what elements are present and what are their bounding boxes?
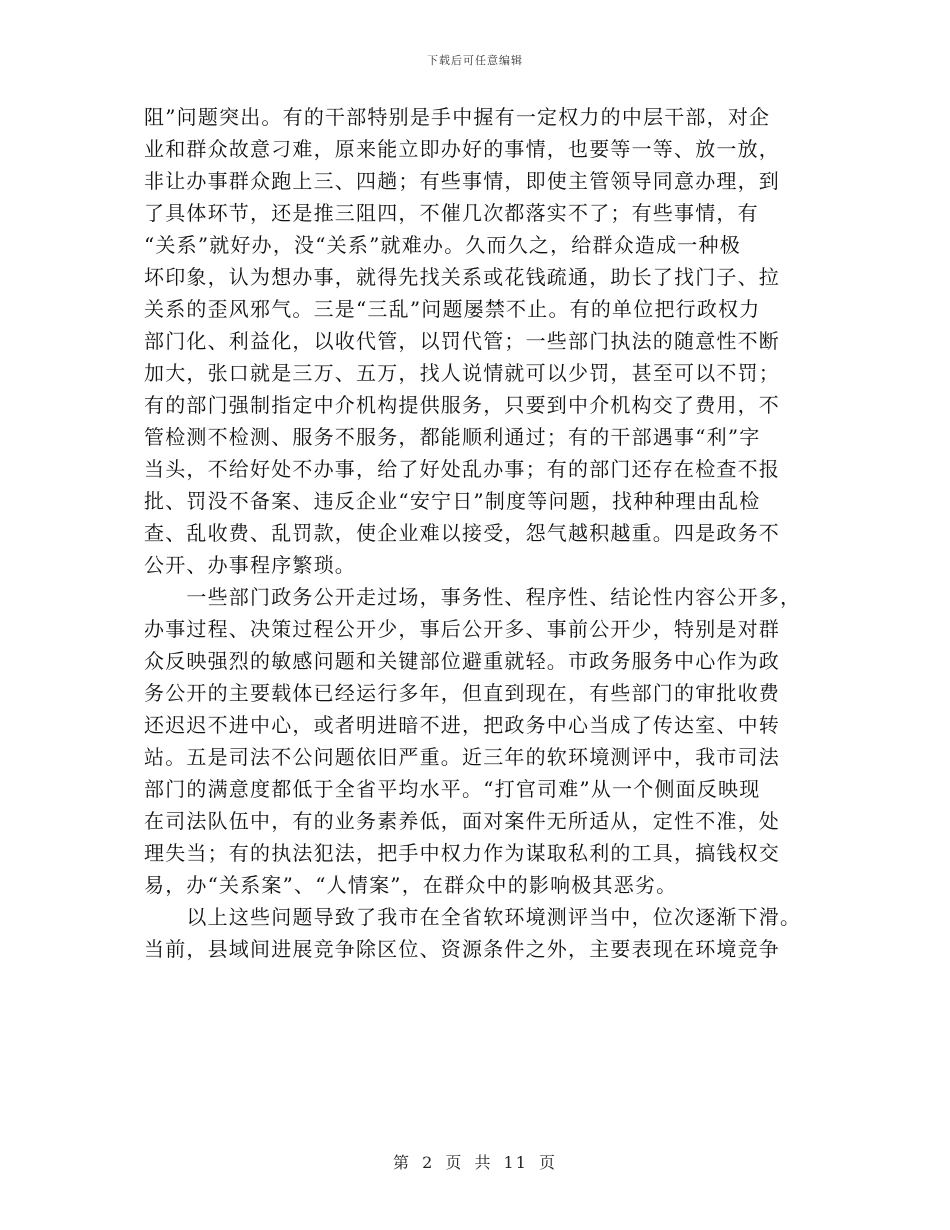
text-line: 关系的歪风邪气。三是“三乱”问题屡禁不止。有的单位把行政权力 xyxy=(144,297,761,321)
text-line: “关系”就好办，没“关系”就难办。久而久之，给群众造成一种极 xyxy=(144,233,741,257)
text-line: 站。五是司法不公问题依旧严重。近三年的软环境测评中，我市司法 xyxy=(144,745,780,769)
text-line: 业和群众故意刁难，原来能立即办好的事情，也要等一等、放一放， xyxy=(144,137,780,161)
text-line: 坏印象，认为想办事，就得先找关系或花钱疏通，助长了找门子、拉 xyxy=(144,265,780,289)
text-line: 公开、办事程序繁琐。 xyxy=(144,553,356,577)
text-line: 非让办事群众跑上三、四趟；有些事情，即使主管领导同意办理，到 xyxy=(144,169,780,193)
document-body xyxy=(144,101,814,965)
text-line: 务公开的主要载体已经运行多年，但直到现在，有些部门的审批收费 xyxy=(144,681,780,705)
text-line: 查、乱收费、乱罚款，使企业难以接受，怨气越积越重。四是政务不 xyxy=(144,521,780,545)
text-line: 办事过程、决策过程公开少，事后公开多、事前公开少，特别是对群 xyxy=(144,617,780,641)
text-line: 加大，张口就是三万、五万，找人说情就可以少罚，甚至可以不罚； xyxy=(144,361,780,385)
text-line: 部门化、利益化，以收代管，以罚代管；一些部门执法的随意性不断 xyxy=(144,329,780,353)
text-line: 在司法队伍中，有的业务素养低，面对案件无所适从，定性不准，处 xyxy=(144,809,780,833)
page-header: 下载后可任意编辑 xyxy=(427,54,523,67)
text-line: 有的部门强制指定中介机构提供服务，只要到中介机构交了费用，不 xyxy=(144,393,780,417)
text-line: 阻”问题突出。有的干部特别是手中握有一定权力的中层干部，对企 xyxy=(144,105,771,129)
text-line: 理失当；有的执法犯法，把手中权力作为谋取私利的工具，搞钱权交 xyxy=(144,841,780,865)
text-line: 众反映强烈的敏感问题和关键部位避重就轻。市政务服务中心作为政 xyxy=(144,649,780,673)
text-line: 部门的满意度都低于全省平均水平。“打官司难”从一个侧面反映现 xyxy=(144,777,761,801)
text-line: 管检测不检测、服务不服务，都能顺利通过；有的干部遇事“利”字 xyxy=(144,425,761,449)
text-line: 了具体环节，还是推三阻四，不催几次都落实不了；有些事情，有 xyxy=(144,201,759,225)
text-line: 批、罚没不备案、违反企业“安宁日”制度等问题，找种种理由乱检 xyxy=(144,489,761,513)
text-line: 当头，不给好处不办事，给了好处乱办事；有的部门还存在检查不报 xyxy=(144,457,780,481)
text-line: 还迟迟不进中心，或者明进暗不进，把政务中心当成了传达室、中转 xyxy=(144,713,780,737)
paragraph-first-line: 一些部门政务公开走过场，事务性、程序性、结论性内容公开多， xyxy=(144,585,802,609)
page-number: 第 2 页 共 11 页 xyxy=(393,1153,557,1172)
text-line: 当前，县域间进展竞争除区位、资源条件之外，主要表现在环境竞争 xyxy=(144,937,780,961)
text-line: 易，办“关系案”、“人情案”，在群众中的影响极其恶劣。 xyxy=(144,873,678,897)
paragraph-first-line: 以上这些问题导致了我市在全省软环境测评当中，位次逐渐下滑。 xyxy=(144,905,802,929)
